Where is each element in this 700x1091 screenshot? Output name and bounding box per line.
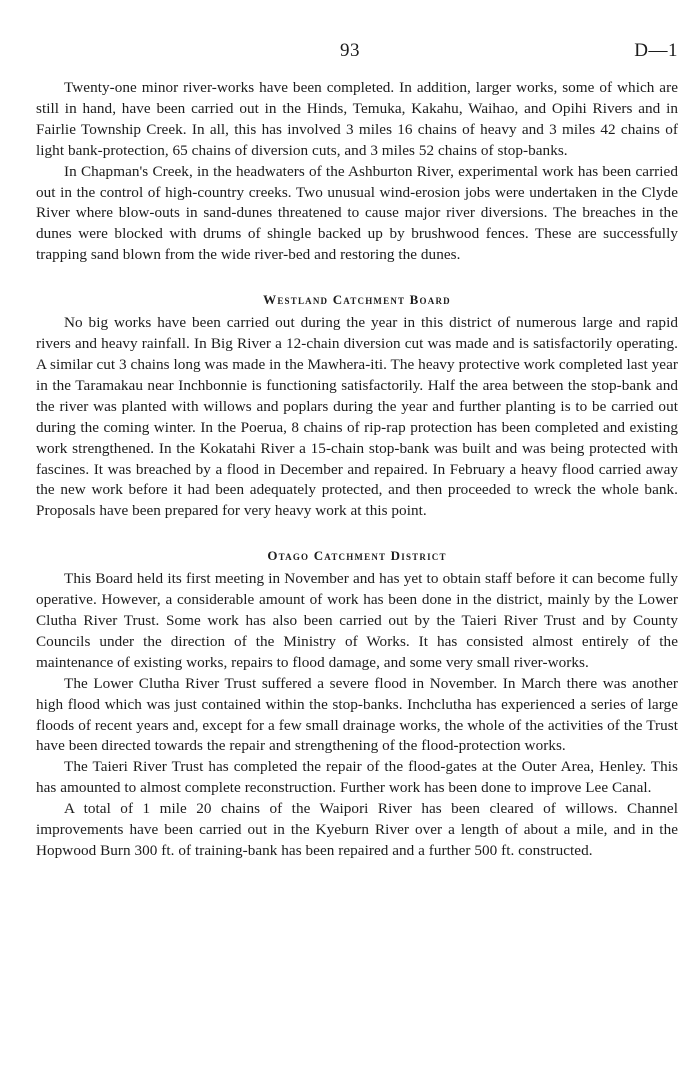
document-reference: D—1 <box>634 40 678 61</box>
otago-paragraph-2: The Lower Clutha River Trust suffered a severe flood in November. In March there was another high flood which was just contained within the stop-banks. Inchclutha has experienced a series of large floods of recent years and, except for a few small drainage works, the whole of the activities of the Trust have been directed towards the repair and strengthening of the flood-protection works. <box>36 674 678 755</box>
westland-heading: Westland Catchment Board <box>263 292 451 308</box>
westland-paragraph-1: No big works have been carried out during the year in this district of numerous large and rapid rivers and heavy rainfall. In Big River a 12-chain diversion cut was made and is satisfactorily operating. A similar cut 3 chains long was made in the Mawhera-iti. The heavy protective work completed last year in the Taramakau near Inchbonnie is functioning satisfactorily. Half the area between the stop-bank and the river was planted with willows and poplars during the year and further planting is to be carried out during the coming winter. In the Poerua, 8 chains of rip-rap protection has been completed and existing work strengthened. In the Kokatahi River a 15-chain stop-bank was built and was being protected with fascines. It was breached by a flood in December and repaired. In February a heavy flood carried away the new work before it had been adequately protected, and then proceeded to wreck the whole bank. Proposals have been prepared for very heavy work at this point. <box>36 314 678 520</box>
otago-paragraph-4: A total of 1 mile 20 chains of the Waipori River has been cleared of willows. Channel improvements have been carried out in the Kyeburn River over a length of about a mile, and in the Hopwood Burn 300 ft. of training-bank has been repaired and a further 500 ft. constructed. <box>36 800 678 859</box>
otago-heading: Otago Catchment District <box>267 548 447 564</box>
intro-paragraph-1: Twenty-one minor river-works have been completed. In addition, larger works, some of which are still in hand, have been carried out in the Hinds, Temuka, Kakahu, Waihao, and Opihi Rivers and in Fairlie Township Creek. In all, this has involved 3 miles 16 chains of heavy and 3 miles 42 chains of light bank-protection, 65 chains of diversion cuts, and 3 miles 52 chains of stop-banks. <box>36 79 678 159</box>
body-text <box>36 78 678 862</box>
intro-paragraph-2: In Chapman's Creek, in the headwaters of the Ashburton River, experimental work has been carried out in the control of high-country creeks. Two unusual wind-erosion jobs were undertaken in the Clyde River where blow-outs in sand-dunes threatened to cause major river diversions. The breaches in the dunes were blocked with drums of shingle backed up by brushwood fences. These are successfully trapping sand blown from the wide river-bed and restoring the dunes. <box>36 162 678 264</box>
page-header <box>0 40 700 64</box>
otago-paragraph-3: The Taieri River Trust has completed the repair of the flood-gates at the Outer Area, Henley. This has amounted to almost complete reconstruction. Further work has been done to improve Lee Canal. <box>36 758 678 797</box>
otago-paragraph-1: This Board held its first meeting in November and has yet to obtain staff before it can become fully operative. However, a considerable amount of work has been done in the district, mainly by the Lower Clutha River Trust. Some work has also been carried out by the Taieri River Trust and by County Councils under the direction of the Ministry of Works. It has consisted almost entirely of the maintenance of existing works, repairs to flood damage, and some very small river-works. <box>36 570 678 671</box>
page-number: 93 <box>340 40 360 61</box>
